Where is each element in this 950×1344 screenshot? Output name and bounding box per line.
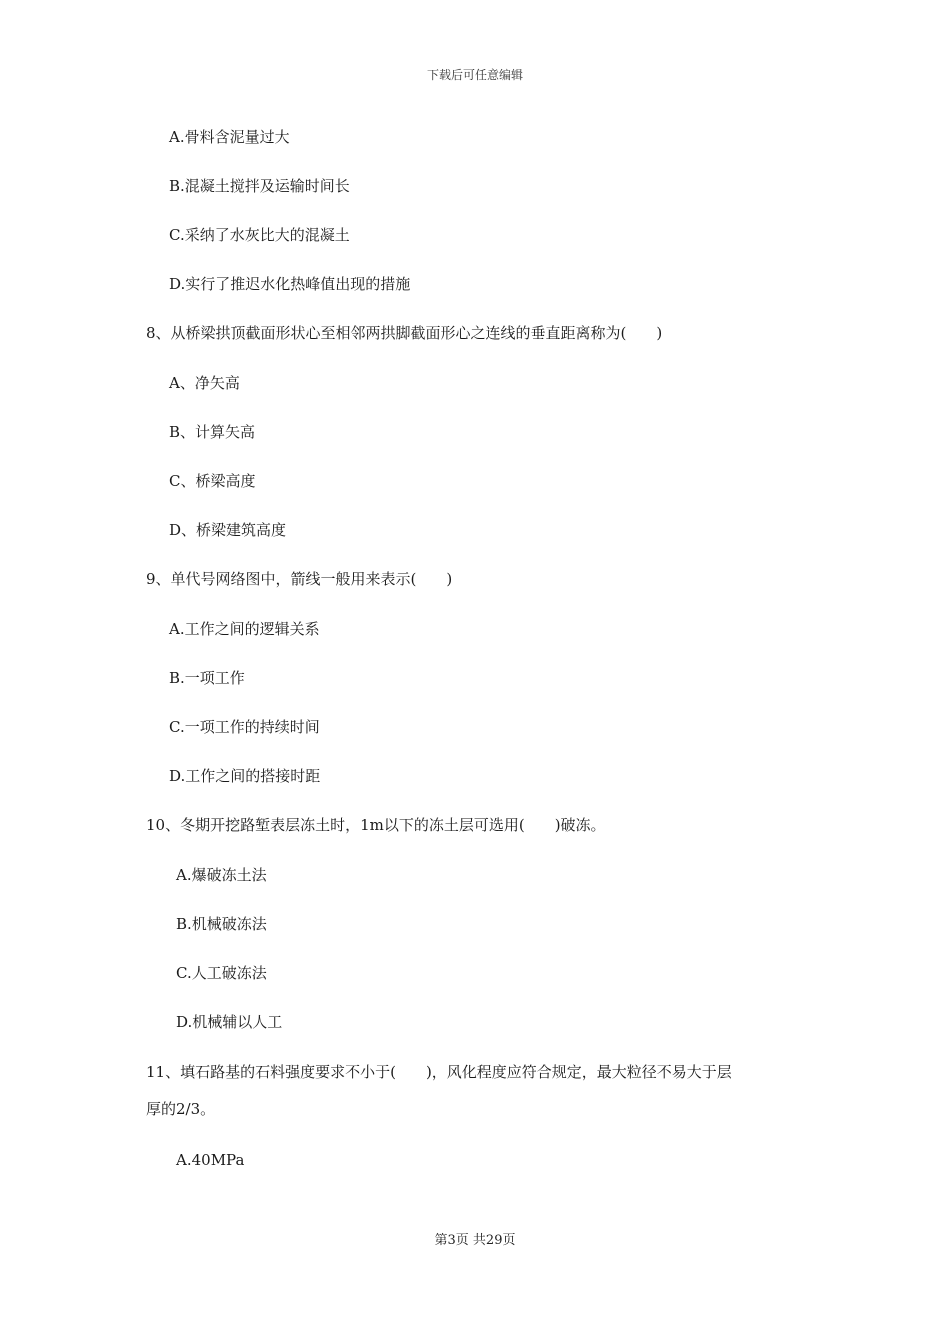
question-8-stem: 8、从桥梁拱顶截面形状心至相邻两拱脚截面形心之连线的垂直距离称为( ) [146,324,663,342]
q10-option-b: B.机械破冻法 [176,915,267,933]
q7-option-b: B.混凝土搅拌及运输时间长 [169,177,350,195]
q8-option-a: A、净矢高 [169,374,240,392]
page-header: 下载后可任意编辑 [426,68,523,82]
q10-option-d: D.机械辅以人工 [176,1013,283,1031]
question-9-stem: 9、单代号网络图中，箭线一般用来表示( ) [146,570,453,588]
q7-option-d: D.实行了推迟水化热峰值出现的措施 [169,275,411,293]
question-11-stem-line1: 11、填石路基的石料强度要求不小于( )，风化程度应符合规定，最大粒径不易大于层 [146,1063,732,1081]
q8-option-d: D、桥梁建筑高度 [169,521,287,539]
q11-option-a: A.40MPa [176,1151,245,1169]
question-11-stem-line2: 厚的2/3。 [146,1100,216,1118]
q9-option-d: D.工作之间的搭接时距 [169,767,321,785]
question-10-stem: 10、冬期开挖路堑表层冻土时，1m以下的冻土层可选用( )破冻。 [146,816,606,834]
q8-option-b: B、计算矢高 [169,423,256,441]
q9-option-a: A.工作之间的逻辑关系 [169,620,320,638]
q10-option-c: C.人工破冻法 [176,964,267,982]
q9-option-c: C.一项工作的持续时间 [169,718,320,736]
q7-option-a: A.骨料含泥量过大 [169,128,290,146]
q8-option-c: C、桥梁高度 [169,472,256,490]
q9-option-b: B.一项工作 [169,669,245,687]
page-footer: 第3页 共29页 [434,1233,516,1248]
q10-option-a: A.爆破冻土法 [176,866,267,884]
q7-option-c: C.采纳了水灰比大的混凝土 [169,226,350,244]
